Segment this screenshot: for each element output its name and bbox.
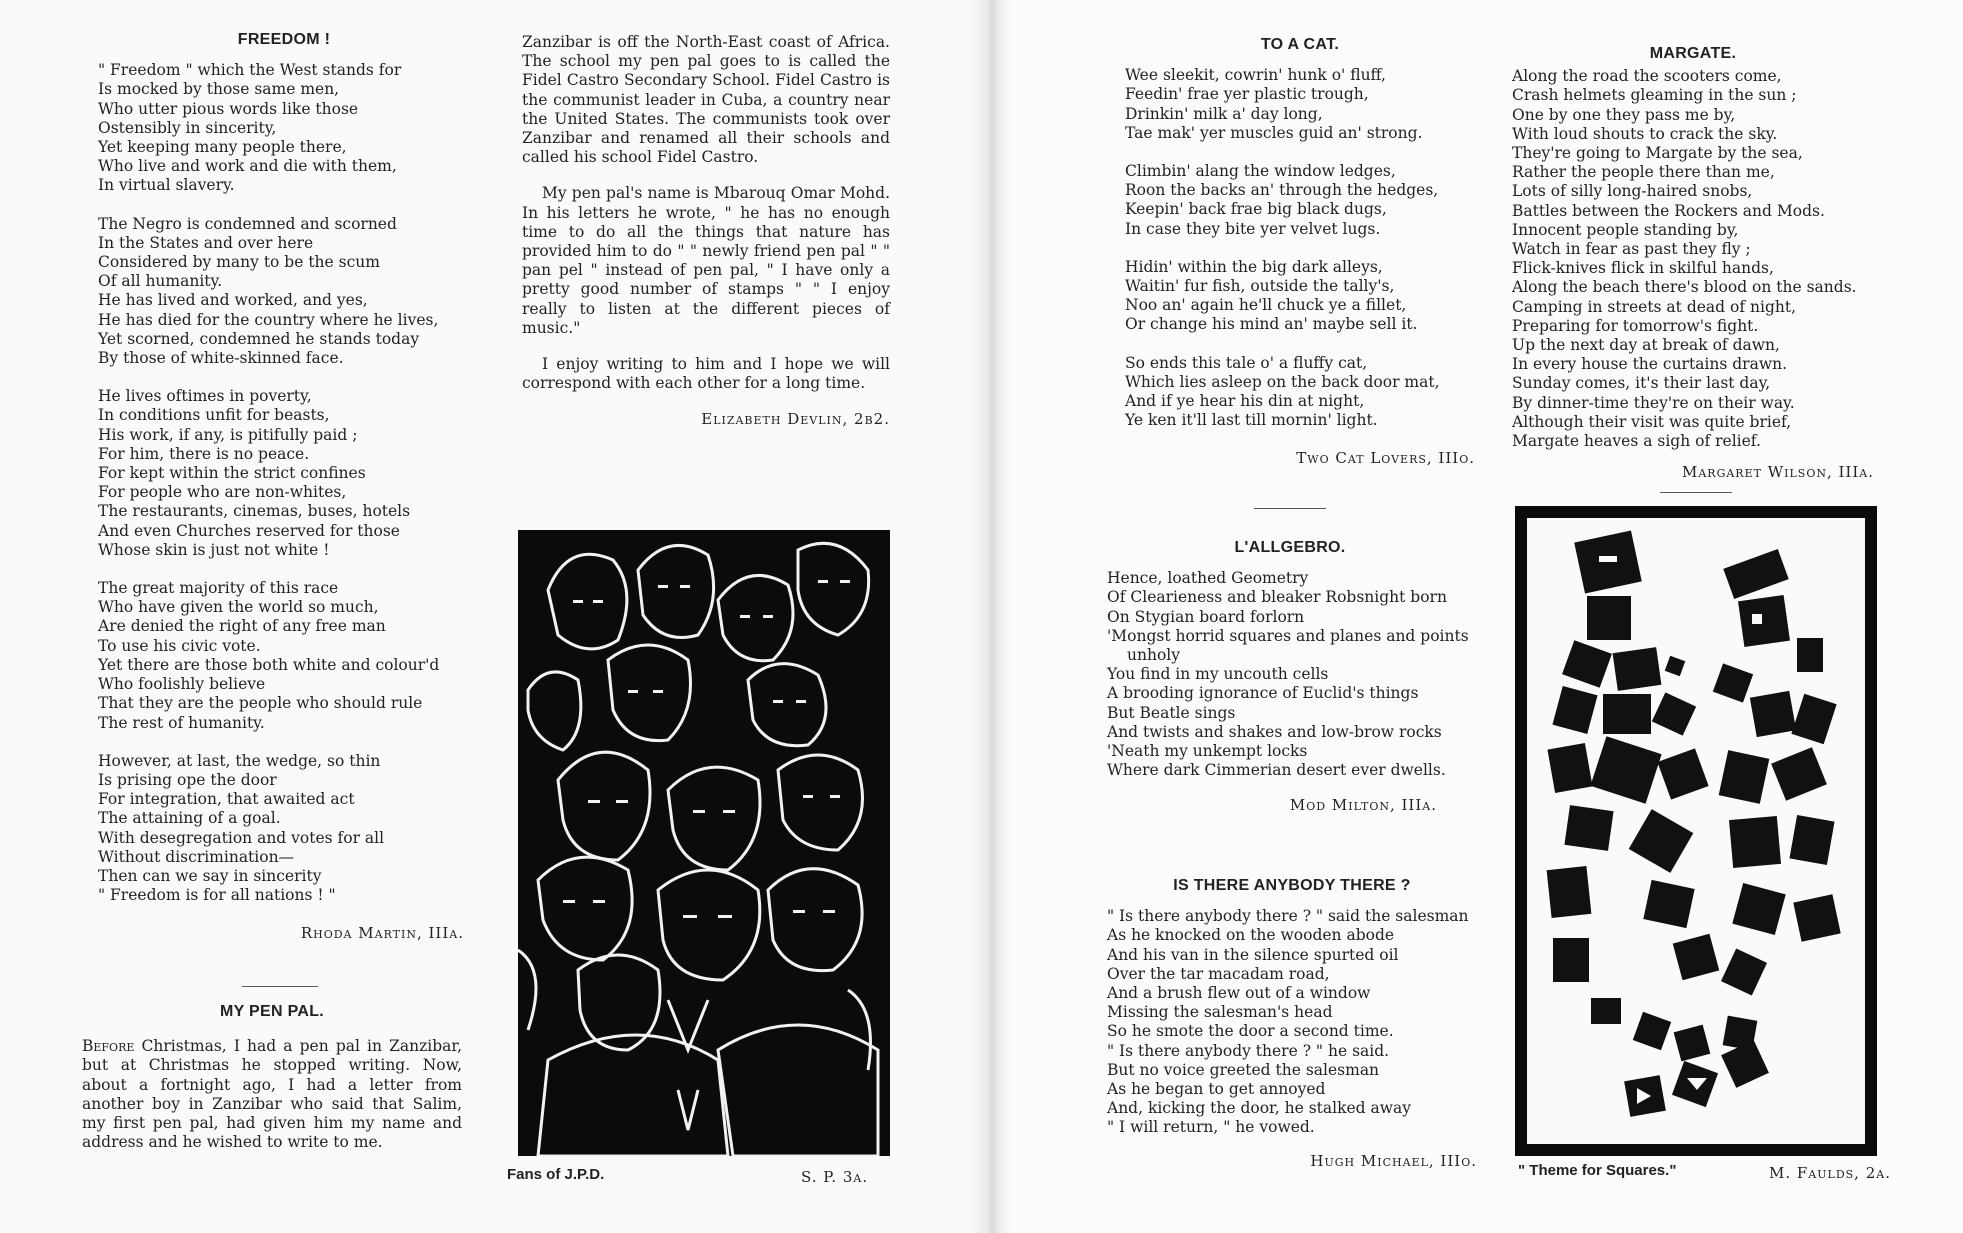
to-a-cat-line: Roon the backs an' through the hedges,: [1125, 181, 1439, 200]
pen-pal-title: MY PEN PAL.: [219, 1003, 325, 1020]
anybody-there-line: And his van in the silence spurted oil: [1107, 945, 1399, 964]
anybody-there-line: As he began to get annoyed: [1107, 1080, 1326, 1099]
margate-poem: [1512, 44, 1874, 482]
allgebro-poem: [1107, 538, 1473, 816]
margate-line: Sunday comes, it's their last day,: [1512, 374, 1771, 393]
freedom-line: For people who are non-whites,: [98, 483, 347, 502]
anybody-there-line: But no voice greeted the salesman: [1107, 1060, 1380, 1079]
freedom-author: Rhoda Martin, IIIa.: [300, 924, 464, 943]
margate-line: Camping in streets at dead of night,: [1512, 297, 1797, 316]
to-a-cat-line: Or change his mind an' maybe sell it.: [1125, 315, 1418, 334]
allgebro-line: Hence, loathed Geometry: [1107, 569, 1309, 588]
to-a-cat-line: Tae mak' yer muscles guid an' strong.: [1125, 123, 1423, 142]
freedom-line: The restaurants, cinemas, buses, hotels: [98, 502, 411, 521]
freedom-line: In the States and over here: [98, 233, 314, 252]
freedom-line: By those of white-skinned face.: [98, 349, 344, 368]
freedom-line: However, at last, the wedge, so thin: [98, 751, 381, 770]
anybody-there-line: And, kicking the door, he stalked away: [1107, 1099, 1412, 1118]
margate-line: Up the next day at break of dawn,: [1512, 336, 1780, 355]
freedom-line: He lives oftimes in poverty,: [98, 387, 312, 406]
allgebro-line: 'Mongst horrid squares and planes and points: [1107, 626, 1469, 645]
crowd-of-faces-illustration: [518, 530, 890, 1156]
to-a-cat-line: Waitin' fur fish, outside the tally's,: [1125, 277, 1395, 296]
freedom-line: Then can we say in sincerity: [98, 866, 322, 885]
anybody-there-line: Missing the salesman's head: [1107, 1003, 1333, 1022]
freedom-line: The rest of humanity.: [98, 713, 265, 732]
anybody-there-line: And a brush flew out of a window: [1107, 984, 1371, 1003]
fans-caption: Fans of J.P.D.: [507, 1166, 605, 1183]
pen-pal-para-2: Zanzibar is off the North-East coast of Africa. The school my pen pal goes to is called the Fidel Castro Secondary School. Fidel Castro is the communist leader in Cuba, a country near the United States. The communists took over Zanzibar and renamed all their schools and called his school Fidel Castro.: [522, 33, 890, 167]
anybody-there-line: As he knocked on the wooden abode: [1107, 926, 1395, 945]
freedom-line: The great majority of this race: [98, 579, 339, 598]
margate-line: In every house the curtains drawn.: [1512, 355, 1788, 374]
to-a-cat-line: Climbin' alang the window ledges,: [1125, 162, 1396, 181]
to-a-cat-line: Feedin' frae yer plastic trough,: [1125, 85, 1369, 104]
allgebro-line: You find in my uncouth cells: [1107, 665, 1329, 684]
margate-lines: [1512, 67, 1874, 451]
freedom-line: He has died for the country where he lives,: [98, 310, 439, 329]
anybody-there-lines: [1107, 907, 1477, 1137]
anybody-there-author: Hugh Michael, IIIo.: [1310, 1151, 1477, 1170]
margate-title: MARGATE.: [1649, 45, 1737, 62]
allgebro-line: On Stygian board forlorn: [1107, 607, 1305, 626]
freedom-line: Without discrimination—: [98, 847, 295, 866]
squares-woodcut-frame: [1515, 506, 1877, 1156]
pen-pal-author: Elizabeth Devlin, 2b2.: [701, 410, 890, 429]
margate-line: They're going to Margate by the sea,: [1512, 144, 1803, 163]
margate-line: Along the beach there's blood on the sands.: [1512, 278, 1857, 297]
allgebro-line: And twists and shakes and low-brow rocks: [1107, 722, 1442, 741]
pen-pal-para-3: My pen pal's name is Mbarouq Omar Mohd. In his letters he wrote, " he has no enough time to do all the things that nature has provided him to do " " newly friend pen pal " " pan pel " instead of pen pal, " I have only a pretty good number of stamps " " I enjoy really to listen at the different pieces of music.": [522, 184, 890, 337]
freedom-stanza: [98, 579, 470, 733]
margate-line: Margate heaves a sigh of relief.: [1512, 432, 1761, 451]
anybody-there-line: " Is there anybody there ? " he said.: [1107, 1041, 1390, 1060]
to-a-cat-stanzas: [1125, 66, 1475, 430]
to-a-cat-line: In case they bite yer velvet lugs.: [1125, 219, 1381, 238]
to-a-cat-line: Keepin' back frae big black dugs,: [1125, 200, 1387, 219]
to-a-cat-poem: [1125, 35, 1475, 469]
margate-line: Lots of silly long-haired snobs,: [1512, 182, 1753, 201]
freedom-line: To use his civic vote.: [98, 636, 261, 655]
page-gutter: [970, 0, 1010, 1233]
dancing-figures-illustration: [1527, 518, 1865, 1144]
margate-line: One by one they pass me by,: [1512, 105, 1736, 124]
margate-line: By dinner-time they're on their way.: [1512, 393, 1795, 412]
freedom-stanzas: [98, 61, 470, 905]
fans-credit: S. P. 3a.: [801, 1168, 869, 1186]
to-a-cat-title: TO A CAT.: [1260, 36, 1340, 53]
allgebro-line: Where dark Cimmerian desert ever dwells.: [1107, 761, 1446, 780]
freedom-stanza: [98, 61, 470, 195]
freedom-line: The attaining of a goal.: [98, 809, 281, 828]
to-a-cat-stanza: [1125, 354, 1475, 431]
freedom-line: With desegregation and votes for all: [98, 828, 385, 847]
margate-line: Along the road the scooters come,: [1512, 67, 1782, 86]
freedom-line: Who foolishly believe: [98, 675, 266, 694]
freedom-line: And even Churches reserved for those: [98, 521, 400, 540]
freedom-line: In virtual slavery.: [98, 176, 235, 195]
pen-pal-continued: [522, 33, 890, 430]
freedom-line: For him, there is no peace.: [98, 444, 310, 463]
freedom-line: His work, if any, is pitifully paid ;: [98, 425, 358, 444]
margate-author: Margaret Wilson, IIIa.: [1681, 463, 1874, 482]
anybody-there-poem: [1107, 876, 1477, 1171]
to-a-cat-stanza: [1125, 258, 1475, 335]
squares-caption: " Theme for Squares.": [1518, 1162, 1677, 1179]
to-a-cat-line: So ends this tale o' a fluffy cat,: [1125, 353, 1368, 372]
divider: [242, 986, 318, 987]
to-a-cat-line: Wee sleekit, cowrin' hunk o' fluff,: [1125, 66, 1386, 85]
freedom-line: Ostensibly in sincerity,: [98, 118, 277, 137]
to-a-cat-line: Which lies asleep on the back door mat,: [1125, 372, 1440, 391]
to-a-cat-line: Hidin' within the big dark alleys,: [1125, 257, 1383, 276]
freedom-line: In conditions unfit for beasts,: [98, 406, 330, 425]
pen-pal-para-4: I enjoy writing to him and I hope we will correspond with each other for a long time.: [522, 355, 890, 393]
freedom-line: For kept within the strict confines: [98, 464, 366, 483]
margate-line: Preparing for tomorrow's fight.: [1512, 316, 1759, 335]
freedom-line: Is mocked by those same men,: [98, 80, 340, 99]
freedom-line: Who utter pious words like those: [98, 99, 359, 118]
freedom-line: Is prising ope the door: [98, 770, 277, 789]
margate-line: Watch in fear as past they fly ;: [1512, 240, 1751, 259]
freedom-line: Whose skin is just not white !: [98, 540, 330, 559]
anybody-there-title: IS THERE ANYBODY THERE ?: [1173, 877, 1411, 894]
freedom-title: FREEDOM !: [237, 31, 331, 48]
pen-pal-para-1: Before Christmas, I had a pen pal in Zanzibar, but at Christmas he stopped writing. Now, about a fortnight ago, I had a letter from another boy in Zanzibar who said that Salim, my first pen pal, had given him my name and address and he wished to write to me.: [82, 1037, 462, 1152]
allgebro-line: unholy: [1127, 646, 1180, 665]
freedom-line: Yet keeping many people there,: [98, 138, 347, 157]
margate-line: Although their visit was quite brief,: [1512, 412, 1792, 431]
anybody-there-line: So he smote the door a second time.: [1107, 1022, 1394, 1041]
to-a-cat-stanza: [1125, 162, 1475, 239]
freedom-line: For integration, that awaited act: [98, 790, 355, 809]
allgebro-author: Mod Milton, IIIa.: [1289, 796, 1437, 815]
freedom-line: He has lived and worked, and yes,: [98, 291, 368, 310]
anybody-there-line: " Is there anybody there ? " said the salesman: [1107, 907, 1469, 926]
to-a-cat-stanza: [1125, 66, 1475, 143]
margate-line: Rather the people there than me,: [1512, 163, 1775, 182]
freedom-line: Who have given the world so much,: [98, 598, 379, 617]
allgebro-lines: [1107, 569, 1473, 780]
freedom-stanza: [98, 215, 470, 369]
divider: [1660, 492, 1732, 493]
allgebro-line: 'Neath my unkempt locks: [1107, 742, 1308, 761]
freedom-line: Are denied the right of any free man: [98, 617, 386, 636]
to-a-cat-line: Noo an' again he'll chuck ye a fillet,: [1125, 296, 1407, 315]
freedom-line: Who live and work and die with them,: [98, 157, 397, 176]
freedom-line: The Negro is condemned and scorned: [98, 214, 397, 233]
divider: [1254, 508, 1326, 509]
freedom-line: Considered by many to be the scum: [98, 253, 380, 272]
freedom-line: That they are the people who should rule: [98, 694, 423, 713]
to-a-cat-author: Two Cat Lovers, IIIo.: [1296, 449, 1475, 468]
allgebro-line: A brooding ignorance of Euclid's things: [1107, 684, 1419, 703]
freedom-line: " Freedom " which the West stands for: [98, 61, 402, 80]
freedom-stanza: [98, 752, 470, 906]
margate-line: Flick-knives flick in skilful hands,: [1512, 259, 1774, 278]
freedom-stanza: [98, 387, 470, 560]
allgebro-line: Of Clearieness and bleaker Robsnight born: [1107, 588, 1447, 607]
squares-woodcut-image: [1527, 518, 1865, 1144]
freedom-line: " Freedom is for all nations ! ": [98, 886, 336, 905]
margate-line: With loud shouts to crack the sky.: [1512, 124, 1778, 143]
anybody-there-line: Over the tar macadam road,: [1107, 964, 1330, 983]
freedom-line: Yet there are those both white and colour'd: [98, 655, 440, 674]
margate-line: Innocent people standing by,: [1512, 220, 1739, 239]
to-a-cat-line: Ye ken it'll last till mornin' light.: [1125, 411, 1378, 430]
freedom-line: Yet scorned, condemned he stands today: [98, 329, 420, 348]
allgebro-title: L'ALLGEBRO.: [1234, 539, 1346, 556]
to-a-cat-line: And if ye hear his din at night,: [1125, 392, 1365, 411]
margate-line: Crash helmets gleaming in the sun ;: [1512, 86, 1797, 105]
squares-credit: M. Faulds, 2a.: [1769, 1164, 1891, 1182]
freedom-line: Of all humanity.: [98, 272, 223, 291]
to-a-cat-line: Drinkin' milk a' day long,: [1125, 104, 1323, 123]
allgebro-line: But Beatle sings: [1107, 703, 1236, 722]
pen-pal-start: [82, 1002, 462, 1169]
anybody-there-line: " I will return, " he vowed.: [1107, 1118, 1315, 1137]
fans-woodcut-image: [518, 530, 890, 1156]
freedom-poem: [98, 30, 470, 944]
margate-line: Battles between the Rockers and Mods.: [1512, 201, 1825, 220]
